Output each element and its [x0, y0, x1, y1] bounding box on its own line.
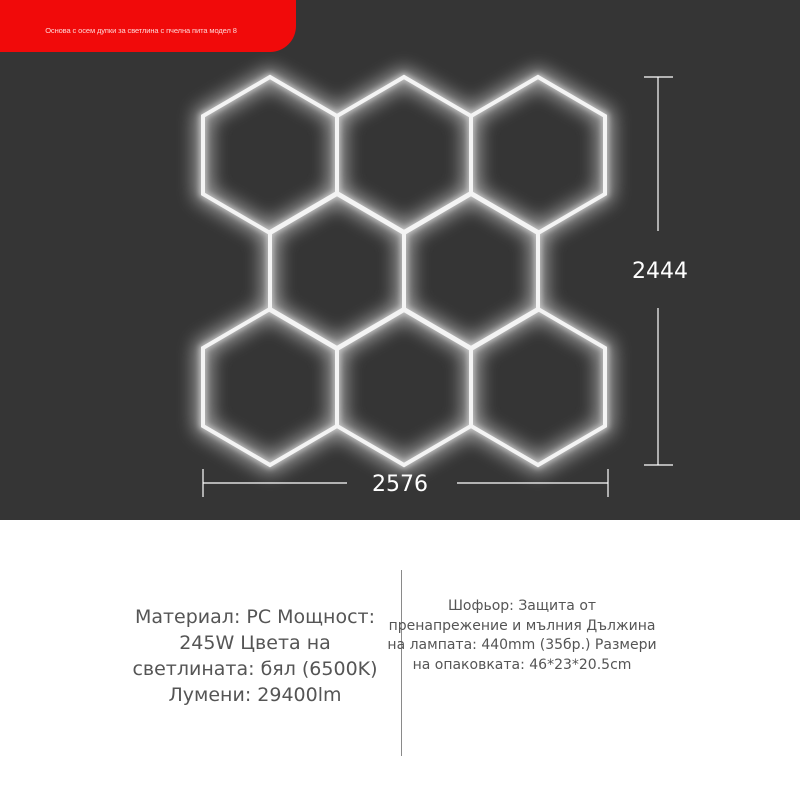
spec-line: светлината: бял (6500K): [132, 658, 378, 680]
spec-left-text: [105, 604, 405, 708]
spec-line: Лумени: 29400lm: [168, 684, 342, 706]
height-dimension-label: 2444: [632, 259, 688, 284]
spec-line: пренапрежение и мълния Дължина: [388, 617, 656, 634]
spec-line: 245W Цвета на: [179, 632, 331, 654]
spec-line: на лампата: 440mm (35бр.) Размери: [387, 637, 657, 653]
banner-title: Основа с осем дупки за светлина с пчелна пита модел 8: [45, 26, 237, 35]
spec-section: [0, 520, 800, 800]
spec-right-text: [385, 597, 659, 675]
width-dimension-label: 2576: [372, 472, 428, 497]
spec-line: Шофьор: Защита от: [447, 598, 597, 614]
spec-line: на опаковката: 46*23*20.5cm: [412, 656, 632, 673]
spec-line: Материал: PC Мощност:: [134, 606, 376, 628]
title-banner: [0, 0, 296, 52]
